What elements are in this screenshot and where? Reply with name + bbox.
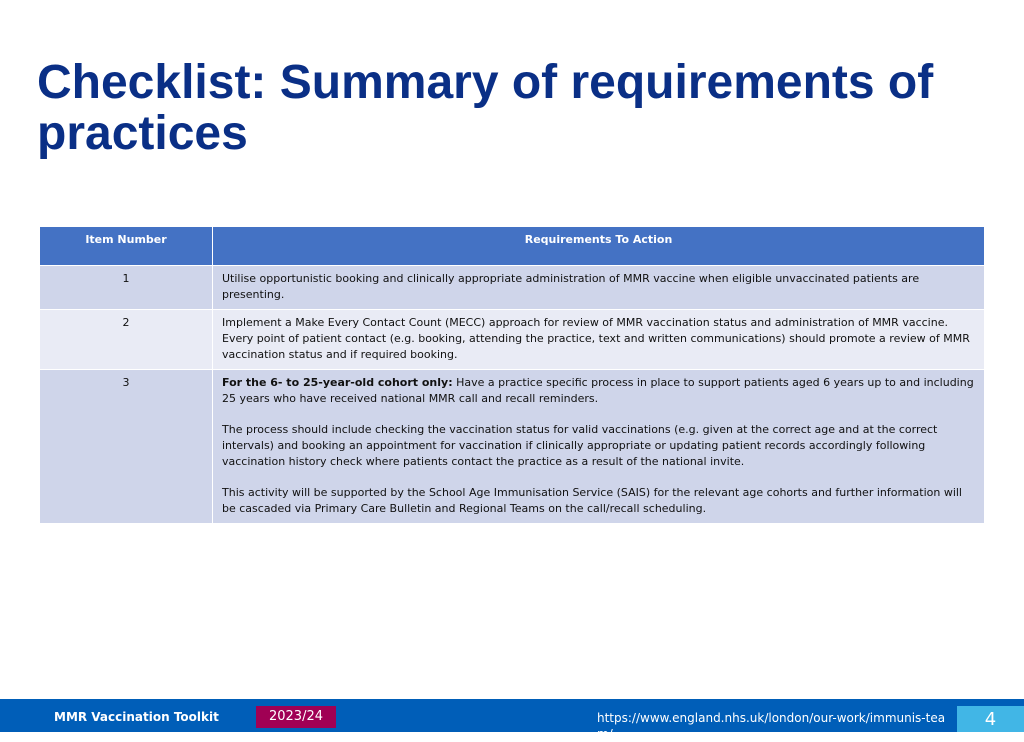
footer-toolkit-label: MMR Vaccination Toolkit	[54, 710, 219, 724]
item-number-cell: 3	[40, 370, 213, 524]
footer-year-badge: 2023/24	[256, 706, 336, 728]
requirement-cell	[213, 310, 985, 370]
item-number-cell: 1	[40, 266, 213, 310]
page-title: Checklist: Summary of requirements of practices	[37, 56, 934, 160]
requirements-table	[39, 226, 985, 524]
requirement-text: Utilise opportunistic booking and clinically appropriate administration of MMR vaccine when eligible unvaccinated patients are presenting.	[222, 272, 920, 301]
header-item-number: Item Number	[40, 227, 213, 266]
table-header-row	[40, 227, 985, 266]
cohort-lead-bold: For the 6- to 25-year-old cohort only:	[222, 376, 453, 389]
table-row	[40, 310, 985, 370]
cohort-lead-text: Have a practice specific process in place to support patients aged 6 years up to and including 25 years who have received national MMR call and recall reminders.	[222, 376, 974, 405]
requirement-paragraph-1	[222, 375, 975, 407]
requirement-text: Implement a Make Every Contact Count (MECC) approach for review of MMR vaccination status and administration of MMR vaccine. Every point of patient contact (e.g. booking, attending the practice, text and written communications) should promote a review of MMR vaccination status and if required booking.	[222, 316, 970, 361]
page-number: 4	[957, 706, 1024, 732]
footer-url-link[interactable]: https://www.england.nhs.uk/london/our-work/immunis-team/	[597, 711, 946, 741]
requirement-cell	[213, 370, 985, 524]
requirement-paragraph-3: This activity will be supported by the School Age Immunisation Service (SAIS) for the relevant age cohorts and further information will be cascaded via Primary Care Bulletin and Regional Teams on the call/recall scheduling.	[222, 486, 962, 515]
requirement-paragraph-2: The process should include checking the vaccination status for valid vaccinations (e.g. given at the correct age and at the correct intervals) and booking an appointment for vaccination if clinically appropriate or updating patient records accordingly following vaccination history check where patients contact the practice as a result of the national invite.	[222, 423, 938, 468]
table-row	[40, 266, 985, 310]
item-number-cell: 2	[40, 310, 213, 370]
table-row	[40, 370, 985, 524]
requirement-cell	[213, 266, 985, 310]
footer-bar	[0, 699, 1024, 741]
header-requirements: Requirements To Action	[213, 227, 985, 266]
